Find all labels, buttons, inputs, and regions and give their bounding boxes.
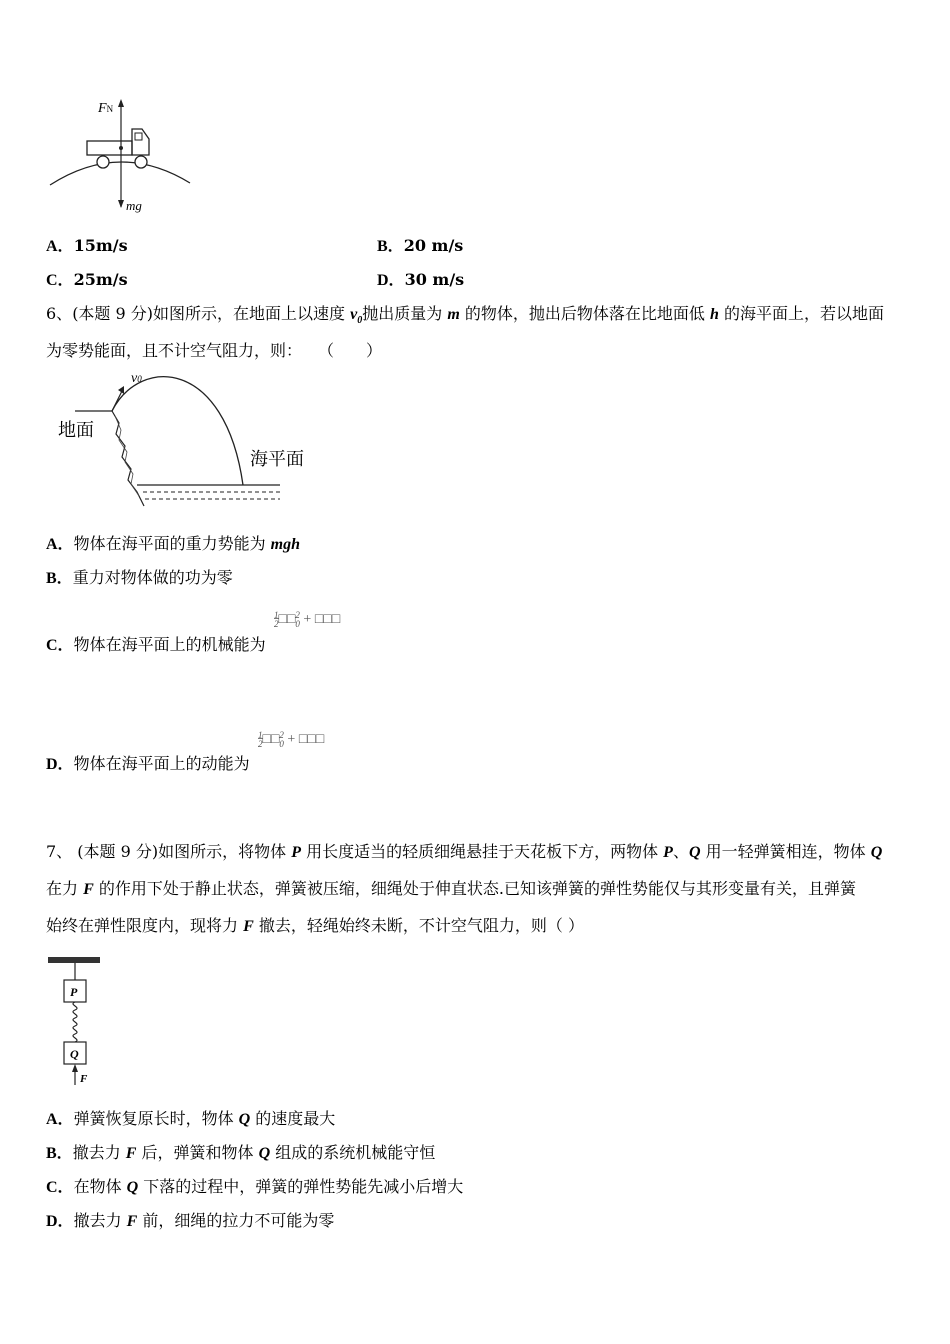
v0-arrow xyxy=(112,389,123,411)
q7-option-a[interactable]: A．弹簧恢复原长时，物体 Q 的速度最大 xyxy=(46,1109,336,1128)
center-dot xyxy=(119,146,123,150)
q6-option-c-formula: $\frac{1}{2}□□2$ 0 + □□□ xyxy=(274,610,341,629)
q7-stem-line3: 始终在弹性限度内，现将力 F 撤去，轻绳始终未断，不计空气阻力，则（ ） xyxy=(46,916,584,935)
q5-option-d[interactable]: D．30 m/s xyxy=(377,270,465,289)
truck-window xyxy=(135,133,142,140)
truck-bed xyxy=(87,141,132,155)
q5-option-b[interactable]: B．20 m/s xyxy=(377,236,464,255)
force-arrowhead xyxy=(72,1064,78,1072)
q7-stem-line1: 7、 (本题 9 分)如图所示，将物体 P 用长度适当的轻质细绳悬挂于天花板下方，两物体 P、Q 用一轻弹簧相连，物体 Q xyxy=(46,842,883,861)
q6-stem-line1: 6、(本题 9 分)如图所示，在地面上以速度 $v_0$抛出质量为 m 的物体，抛出后物体落在比地面低 h 的海平面上，若以地面 xyxy=(46,304,884,327)
q6-option-a[interactable]: A．物体在海平面的重力势能为 mgh xyxy=(46,534,300,553)
truck-wheel-rear xyxy=(97,156,109,168)
ground-label: 地面 xyxy=(58,420,94,441)
force-label: F xyxy=(80,1073,88,1085)
sea-level-label: 海平面 xyxy=(250,449,304,470)
gravity-arrowhead xyxy=(118,200,124,208)
q6-option-d-formula: $\frac{1}{2}□□2$ 0 + □□□ xyxy=(258,730,325,749)
normal-arrowhead xyxy=(118,99,124,107)
cliff-projectile-figure xyxy=(55,368,304,513)
hill-arc xyxy=(50,162,190,185)
mg-label: mg xyxy=(126,198,142,213)
q6-stem-line2: 为零势能面，且不计空气阻力，则： （ ） xyxy=(46,341,383,360)
ceiling xyxy=(48,957,100,963)
q6-option-b[interactable]: B．重力对物体做的功为零 xyxy=(46,568,233,587)
block-q-label: Q xyxy=(70,1047,79,1061)
spring xyxy=(73,1002,77,1042)
q6-option-d[interactable]: D．物体在海平面上的动能为 xyxy=(46,754,250,773)
q7-option-b[interactable]: B．撤去力 F 后，弹簧和物体 Q 组成的系统机械能守恒 xyxy=(46,1143,436,1162)
q7-stem-line2: 在力 F 的作用下处于静止状态，弹簧被压缩，细绳处于伸直状态.已知该弹簧的弹性势能仅与其形变量有关，且弹簧 xyxy=(46,879,856,898)
block-p-label: P xyxy=(70,985,78,999)
q5-option-a[interactable]: A．15m/s xyxy=(46,236,128,255)
v0-label: v0 xyxy=(131,371,142,386)
cliff-texture xyxy=(115,416,139,496)
q7-option-c[interactable]: C．在物体 Q 下落的过程中，弹簧的弹性势能先减小后增大 xyxy=(46,1177,464,1196)
q6-option-c[interactable]: C．物体在海平面上的机械能为 xyxy=(46,635,266,654)
spring-system-figure xyxy=(48,955,108,1090)
fn-label: FN xyxy=(98,101,114,116)
trajectory xyxy=(112,377,243,485)
truck-wheel-front xyxy=(135,156,147,168)
q5-option-c[interactable]: C．25m/s xyxy=(46,270,128,289)
q7-option-d[interactable]: D．撤去力 F 前，细绳的拉力不可能为零 xyxy=(46,1211,335,1230)
truck-on-hill-figure xyxy=(45,95,205,220)
cliff-face xyxy=(112,411,144,506)
